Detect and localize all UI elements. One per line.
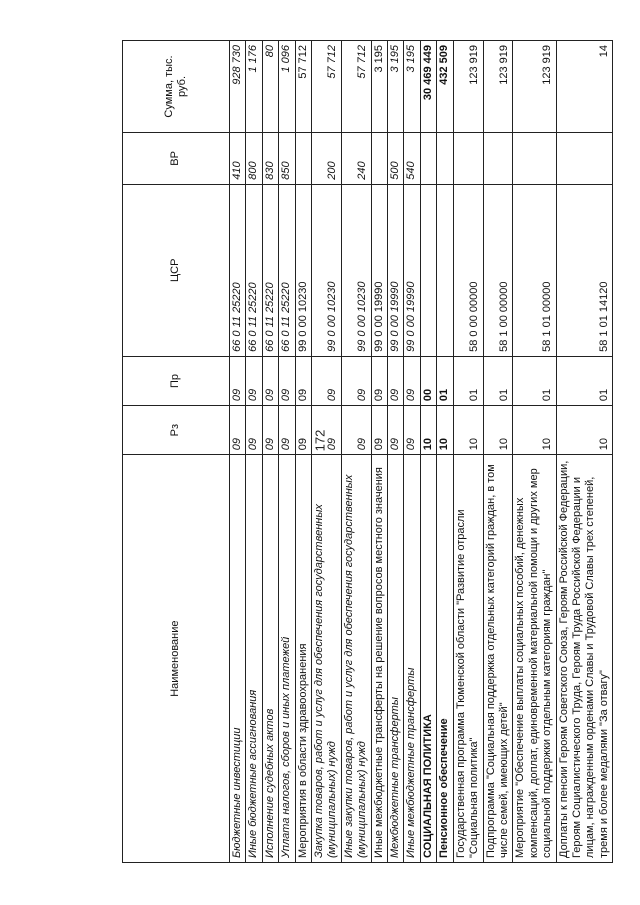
table-row: [483, 41, 513, 863]
table-row: [556, 41, 613, 863]
cell-rz: 09: [388, 406, 404, 455]
cell-rz: 09: [404, 406, 420, 455]
cell-rz: 10: [453, 406, 483, 455]
cell-name: Подпрограмма "Социальная поддержка отдельных категорий граждан, в том числе семей, имеющих детей": [483, 455, 513, 863]
cell-vr: [556, 132, 613, 184]
cell-vr: 830: [262, 132, 278, 184]
header-name: Наименование: [123, 455, 230, 863]
cell-csr: 99 0 00 19990: [371, 184, 387, 356]
table-row: [388, 41, 404, 863]
table-row: [341, 41, 371, 863]
cell-csr: 66 0 11 25220: [262, 184, 278, 356]
cell-rz: 09: [312, 406, 342, 455]
cell-csr: 58 0 00 00000: [453, 184, 483, 356]
cell-pr: 01: [556, 356, 613, 405]
cell-rz: 10: [513, 406, 556, 455]
cell-pr: 01: [453, 356, 483, 405]
cell-csr: 99 0 00 19990: [388, 184, 404, 356]
table-header-row: [123, 41, 230, 863]
cell-csr: 66 0 11 25220: [230, 184, 246, 356]
cell-name: Иные межбюджетные трансферты на решение вопросов местного значения: [371, 455, 387, 863]
cell-csr: 66 0 11 25220: [279, 184, 295, 356]
cell-rz: 09: [230, 406, 246, 455]
cell-pr: 09: [262, 356, 278, 405]
cell-vr: 410: [230, 132, 246, 184]
header-sum: Сумма, тыс. руб.: [123, 41, 230, 133]
table-row: [420, 41, 436, 863]
cell-name: Мероприятие "Обеспечение выплаты социальных пособий, денежных компенсаций, доплат, единовременной материальной помощи и других мер социальной поддержки отдельным категориям граждан": [513, 455, 556, 863]
cell-csr: 99 0 00 10230: [341, 184, 371, 356]
header-vr: ВР: [123, 132, 230, 184]
cell-csr: 99 0 00 10230: [312, 184, 342, 356]
cell-pr: 01: [483, 356, 513, 405]
page-number: 172: [312, 429, 328, 452]
cell-pr: 09: [312, 356, 342, 405]
cell-vr: 200: [312, 132, 342, 184]
cell-vr: 850: [279, 132, 295, 184]
cell-rz: 09: [246, 406, 262, 455]
cell-sum: 57 712: [312, 41, 342, 133]
cell-sum: 80: [262, 41, 278, 133]
cell-name: Уплата налогов, сборов и иных платежей: [279, 455, 295, 863]
cell-csr: [420, 184, 436, 356]
table-row: [230, 41, 246, 863]
cell-csr: 66 0 11 25220: [246, 184, 262, 356]
cell-vr: [453, 132, 483, 184]
cell-name: Доплаты к пенсии Героям Советского Союза, Героям Российской Федерации, Героям Социалистического Труда, Героям Труда Российской Федерации и лицам, награжденным орденами Славы и Трудовой Славы трех степеней, тремя и более медалями "За отвагу": [556, 455, 613, 863]
cell-name: Иные бюджетные ассигнования: [246, 455, 262, 863]
table-row: [295, 41, 311, 863]
cell-vr: [483, 132, 513, 184]
cell-vr: [371, 132, 387, 184]
cell-sum: 432 509: [437, 41, 453, 133]
cell-sum: 1 096: [279, 41, 295, 133]
cell-rz: 10: [437, 406, 453, 455]
table-row: [513, 41, 556, 863]
cell-csr: 99 0 00 19990: [404, 184, 420, 356]
budget-table: [122, 40, 613, 863]
cell-pr: 09: [404, 356, 420, 405]
cell-sum: 57 712: [341, 41, 371, 133]
cell-name: Закупка товаров, работ и услуг для обеспечения государственных (муниципальных) нужд: [312, 455, 342, 863]
cell-sum: 14: [556, 41, 613, 133]
rotated-page-content: [122, 40, 637, 863]
cell-sum: 123 919: [513, 41, 556, 133]
cell-csr: 58 1 01 14120: [556, 184, 613, 356]
cell-sum: 928 730: [230, 41, 246, 133]
table-row: [279, 41, 295, 863]
cell-pr: 09: [279, 356, 295, 405]
cell-name: Иные межбюджетные трансферты: [404, 455, 420, 863]
cell-rz: 10: [483, 406, 513, 455]
cell-rz: 10: [420, 406, 436, 455]
table-row: [404, 41, 420, 863]
cell-pr: 09: [246, 356, 262, 405]
cell-name: Исполнение судебных актов: [262, 455, 278, 863]
cell-vr: 240: [341, 132, 371, 184]
cell-csr: 99 0 00 10230: [295, 184, 311, 356]
header-pr: Пр: [123, 356, 230, 405]
cell-rz: 09: [279, 406, 295, 455]
cell-sum: 3 195: [404, 41, 420, 133]
cell-vr: 500: [388, 132, 404, 184]
cell-name: Бюджетные инвестиции: [230, 455, 246, 863]
cell-sum: 30 469 449: [420, 41, 436, 133]
cell-pr: 09: [295, 356, 311, 405]
cell-vr: [437, 132, 453, 184]
cell-name: Государственная программа Тюменской области "Развитие отрасли "Социальная политика": [453, 455, 483, 863]
table-row: [371, 41, 387, 863]
cell-sum: 123 919: [453, 41, 483, 133]
cell-rz: 09: [371, 406, 387, 455]
cell-pr: 01: [513, 356, 556, 405]
cell-vr: 540: [404, 132, 420, 184]
cell-rz: 09: [341, 406, 371, 455]
cell-sum: 3 195: [388, 41, 404, 133]
cell-sum: 1 176: [246, 41, 262, 133]
cell-pr: 09: [341, 356, 371, 405]
cell-csr: [437, 184, 453, 356]
table-row: [453, 41, 483, 863]
cell-rz: 10: [556, 406, 613, 455]
cell-csr: 58 1 00 00000: [483, 184, 513, 356]
table-row: [312, 41, 342, 863]
cell-pr: 09: [388, 356, 404, 405]
cell-sum: 57 712: [295, 41, 311, 133]
cell-name: Межбюджетные трансферты: [388, 455, 404, 863]
cell-pr: 00: [420, 356, 436, 405]
cell-name: Пенсионное обеспечение: [437, 455, 453, 863]
cell-pr: 01: [437, 356, 453, 405]
cell-pr: 09: [371, 356, 387, 405]
cell-rz: 09: [262, 406, 278, 455]
cell-name: Мероприятия в области здравоохранения: [295, 455, 311, 863]
cell-pr: 09: [230, 356, 246, 405]
cell-vr: 800: [246, 132, 262, 184]
cell-sum: 3 195: [371, 41, 387, 133]
table-row: [262, 41, 278, 863]
header-rz: Рз: [123, 406, 230, 455]
cell-vr: [420, 132, 436, 184]
cell-vr: [513, 132, 556, 184]
cell-name: Иные закупки товаров, работ и услуг для обеспечения государственных (муниципальных) нужд: [341, 455, 371, 863]
cell-name: СОЦИАЛЬНАЯ ПОЛИТИКА: [420, 455, 436, 863]
cell-csr: 58 1 01 00000: [513, 184, 556, 356]
cell-rz: 09: [295, 406, 311, 455]
header-csr: ЦСР: [123, 184, 230, 356]
cell-sum: 123 919: [483, 41, 513, 133]
table-row: [246, 41, 262, 863]
table-row: [437, 41, 453, 863]
cell-vr: [295, 132, 311, 184]
